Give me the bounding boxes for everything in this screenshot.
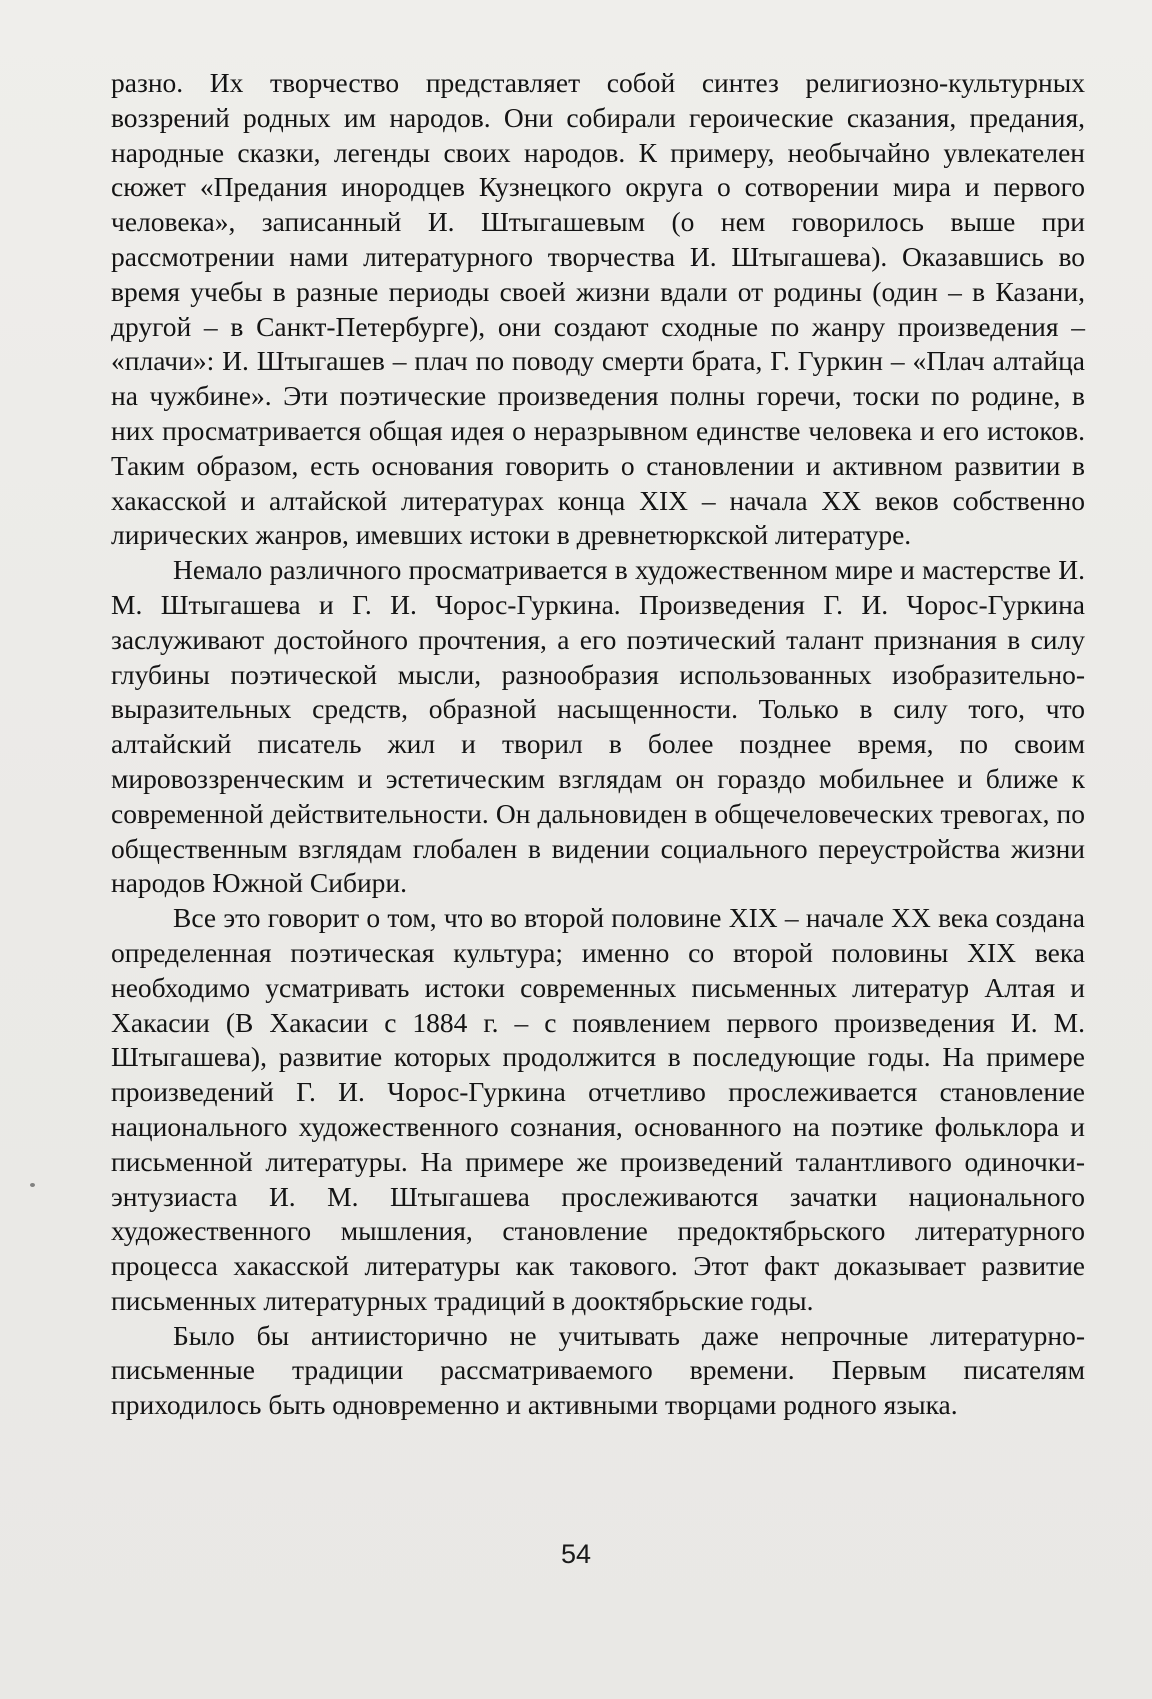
page-number: 54 <box>560 1539 592 1569</box>
body-text <box>111 66 1085 1423</box>
paragraph-literary-traditions: Было бы антиисторично не учитывать даже непрочные литературно-письменные традиции рассматриваемого времени. Первым писателям приходилось быть одновременно и активными творцами родного языка. <box>111 1319 1085 1421</box>
scan-speck <box>30 1183 35 1187</box>
paragraph-continuation: разно. Их творчество представляет собой синтез религиозно-культурных воззрений родных им народов. Они собирали героические сказания, предания, народные сказки, легенды своих народов. К примеру, необычайно увлекателен сюжет «Предания инородцев Кузнецкого округа о сотворении мира и первого человека», записанный И. Штыгашевым (о нем говорилось выше при рассмотрении нами литературного творчества И. Штыгашева). Оказавшись во время учебы в разные периоды своей жизни вдали от родины (один – в Казани, другой – в Санкт-Петербурге), они создают сходные по жанру произведения – «плачи»: И. Штыгашев – плач по поводу смерти брата, Г. Гуркин – «Плач алтайца на чужбине». Эти поэтические произведения полны горечи, тоски по родине, в них просматривается общая идея о неразрывном единстве человека и его истоков. Таким образом, есть основания говорить о становлении и активном развитии в хакасской и алтайской литературах конца XIX – начала XX веков собственно лирических жанров, имевших истоки в древнетюркской литературе. <box>111 67 1085 551</box>
paragraph-poetic-culture: Все это говорит о том, что во второй половине XIX – начале XX века создана определенная поэтическая культура; именно со второй половины XIX века необходимо усматривать истоки современных письменных литератур Алтая и Хакасии (В Хакасии с 1884 г. – с появлением первого произведения И. М. Штыгашева), развитие которых продолжится в последующие годы. На примере произведений Г. И. Чорос-Гуркина отчетливо прослеживается становление национального художественного сознания, основанного на поэтике фольклора и письменной литературы. На примере же произведений талантливого одиночки-энтузиаста И. М. Штыгашева прослеживаются зачатки национального художественного мышления, становление предоктябрьского литературного процесса хакасской литературы как такового. Этот факт доказывает развитие письменных литературных традиций в дооктябрьские годы. <box>111 902 1085 1316</box>
paragraph-artistic-world: Немало различного просматривается в художественном мире и мастерстве И. М. Штыгашева и Г. И. Чорос-Гуркина. Произведения Г. И. Чорос-Гуркина заслуживают достойного прочтения, а его поэтический талант признания в силу глубины поэтической мысли, разнообразия использованных изобразительно-выразительных средств, образной насыщенности. Только в силу того, что алтайский писатель жил и творил в более позднее время, по своим мировоззренческим и эстетическим взглядам он гораздо мобильнее и ближе к современной действительности. Он дальновиден в общечеловеческих тревогах, по общественным взглядам глобален в видении социального переустройства жизни народов Южной Сибири. <box>111 554 1085 899</box>
